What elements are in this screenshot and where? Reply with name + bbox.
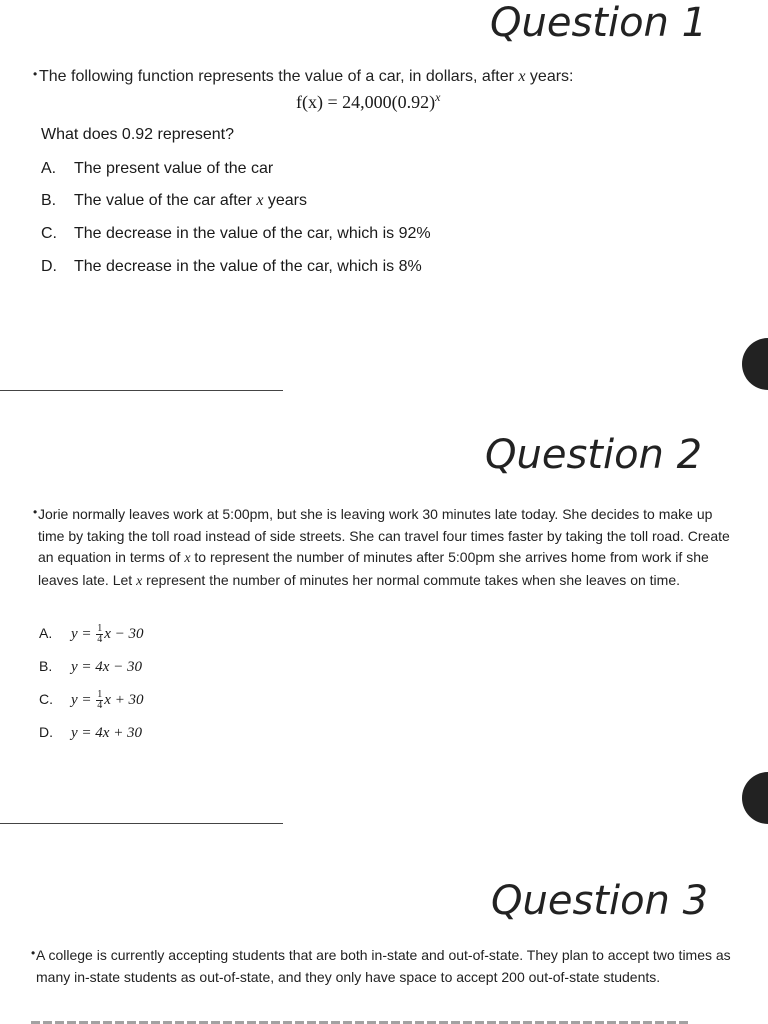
frac-den: 4 <box>97 700 103 711</box>
stem-text-1: Jorie normally leaves work at 5:00pm, but she is leaving work 30 minutes late today. She decides to make up time by taking the toll road instead of side streets. She can travel four times faster by taking the toll road. Create an equation in terms of <box>38 506 730 565</box>
choice-equation <box>71 623 144 645</box>
eq-pre: y = <box>71 691 96 708</box>
choice-text: The decrease in the value of the car, which is 92% <box>74 225 431 242</box>
question-1-title: Question 1 <box>490 0 708 46</box>
slide-divider <box>0 390 283 391</box>
question-3-cutoff-text <box>31 1016 731 1024</box>
question-1-prompt-text: What does 0.92 represent? <box>41 126 235 143</box>
stem-text-1: The following function represents the value of a car, in dollars, after <box>39 68 519 85</box>
stem-text-2: years: <box>525 68 574 85</box>
choice-letter: C. <box>39 690 53 707</box>
eq-post: x + 30 <box>104 691 144 708</box>
question-1-stem <box>33 66 733 87</box>
question-3-slide <box>0 824 768 1024</box>
choice-text: The value of the car after <box>74 192 257 209</box>
bullet-icon: • <box>33 505 38 519</box>
choice-equation <box>71 689 144 711</box>
stem-var-x-2: x <box>136 573 143 589</box>
choice-letter: A. <box>39 624 53 641</box>
fraction <box>96 624 103 645</box>
choice-letter: B. <box>39 658 53 674</box>
q2-choice-b[interactable] <box>39 658 142 676</box>
question-1-slide <box>0 0 768 392</box>
choice-text: The present value of the car <box>74 160 274 177</box>
choice-equation <box>71 659 142 675</box>
q2-choice-c[interactable] <box>39 690 144 711</box>
eq-pre: y = 4x − 30 <box>71 659 143 675</box>
q2-choice-d[interactable] <box>39 724 142 742</box>
formula-exponent: x <box>435 90 441 104</box>
choice-letter: D. <box>39 724 53 740</box>
q1-choice-c[interactable] <box>41 225 431 243</box>
question-1-prompt <box>41 126 234 144</box>
choice-letter: D. <box>41 258 57 275</box>
choice-equation <box>71 725 142 741</box>
frac-num: 1 <box>97 623 103 634</box>
fraction <box>96 690 103 711</box>
question-2-slide <box>0 392 768 824</box>
question-3-stem <box>31 944 731 988</box>
eq-post: x − 30 <box>104 625 144 642</box>
choice-letter: A. <box>41 160 57 177</box>
frac-den: 4 <box>97 634 103 645</box>
stem-text-2: to represent the number of minutes after 5:00pm she arrives home from work if she leaves late. Let <box>38 549 709 588</box>
q1-choice-b[interactable] <box>41 192 307 210</box>
stem-var-x: x <box>184 551 191 566</box>
question-3-title: Question 3 <box>491 878 709 924</box>
choice-letter: C. <box>41 225 57 242</box>
stem-text-3: represent the number of minutes her normal commute takes when she leaves on time. <box>142 571 680 588</box>
q2-choice-a[interactable] <box>39 624 144 645</box>
question-3-stem-text: A college is currently accepting students that are both in-state and out-of-state. They plan to accept two times as many in-state students as out-of-state, and they only have space to accept 200 out-of-state students. <box>36 947 731 985</box>
stem-var-x: x <box>518 68 526 85</box>
bullet-icon: • <box>33 67 38 81</box>
frac-num: 1 <box>97 689 103 700</box>
eq-pre: y = <box>71 625 96 642</box>
question-2-stem <box>33 504 733 592</box>
q1-choice-d[interactable] <box>41 258 422 276</box>
choice-letter: B. <box>41 192 57 209</box>
bullet-icon: • <box>31 946 36 960</box>
choice-text-end: years <box>263 192 308 209</box>
q1-choice-a[interactable] <box>41 160 273 178</box>
question-2-title: Question 2 <box>485 432 703 478</box>
formula-lhs: f(x) = 24,000(0.92) <box>296 92 436 112</box>
choice-text: The decrease in the value of the car, which is 8% <box>74 258 422 275</box>
question-1-formula <box>296 90 440 113</box>
eq-pre: y = 4x + 30 <box>71 725 143 741</box>
choice-var: x <box>256 192 264 209</box>
